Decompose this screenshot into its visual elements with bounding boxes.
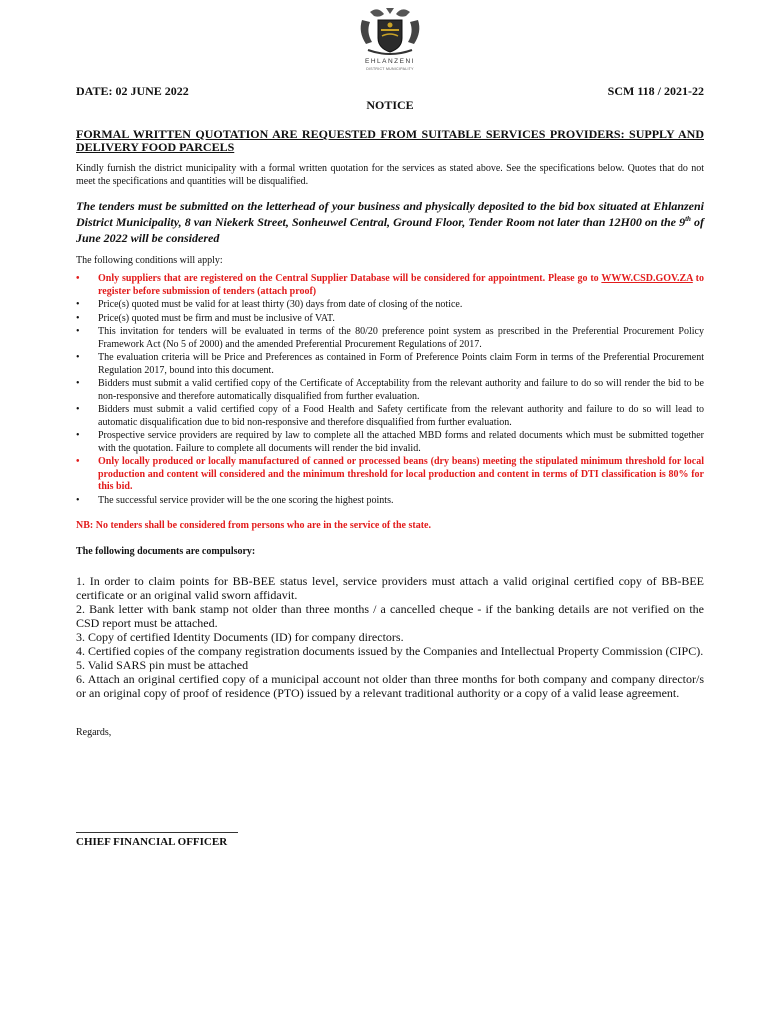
submission-text-end: of June 2022 will be considered: [76, 215, 704, 245]
bullet-icon: •: [76, 326, 80, 337]
condition-text-end: to register before submission of tenders (attach proof): [98, 273, 704, 297]
condition-local-production: [76, 456, 704, 494]
condition-preference-system: [76, 326, 704, 351]
document-item: 1. In order to claim points for BB-BEE status level, service providers must attach a valid original certified copy of BB-BEE certificate or an original valid sworn affidavit.: [76, 574, 704, 602]
document-item: 6. Attach an original certified copy of a municipal account not older than three months for both company and company director/s or an original copy of proof of residence (PTO) issued by a relevant traditional authority or a copy of a valid lease agreement.: [76, 672, 704, 700]
logo-name-text: EHLANZENI: [365, 58, 415, 65]
signature-line: [76, 832, 238, 833]
bullet-icon: •: [76, 430, 80, 441]
bullet-icon: •: [76, 352, 80, 363]
condition-text: Prospective service providers are required by law to complete all the attached MBD forms and related documents which must be submitted together with the quotation. Failure to complete all documents will render the bid invalid.: [98, 430, 704, 454]
bullet-icon: •: [76, 404, 80, 415]
csd-website-link[interactable]: WWW.CSD.GOV.ZA: [601, 273, 693, 284]
submission-instructions: [76, 198, 704, 246]
bullet-icon: •: [76, 299, 80, 310]
bullet-icon: •: [76, 494, 80, 506]
condition-validity: [76, 299, 704, 312]
nb-state-service: NB: No tenders shall be considered from persons who are in the service of the state.: [76, 520, 431, 531]
condition-text: This invitation for tenders will be evaluated in terms of the 80/20 preference point system as prescribed in the Preferential Procurement Policy Framework Act (No 5 of 2000) and the amended Preferential Procurement Regulations of 2017.: [98, 326, 704, 350]
condition-csd-registration: [76, 273, 704, 298]
subject-heading: FORMAL WRITTEN QUOTATION ARE REQUESTED FROM SUITABLE SERVICES PROVIDERS: SUPPLY AND DELIVERY FOOD PARCELS: [76, 127, 704, 154]
condition-certificate-acceptability: [76, 378, 704, 403]
compulsory-documents-list: [76, 574, 704, 700]
notice-title: NOTICE: [366, 98, 414, 112]
condition-text: Only locally produced or locally manufactured of canned or processed beans (dry beans) meeting the stipulated minimum threshold for local production and content will considered and the minimum threshold for local production and content in terms of DTI classification is 80% for this bid.: [98, 456, 704, 492]
bullet-icon: •: [76, 273, 80, 284]
condition-text: Only suppliers that are registered on the Central Supplier Database will be considered for appointment. Please go to: [98, 273, 602, 284]
notice-body: [76, 84, 704, 739]
condition-text: Bidders must submit a valid certified copy of the Certificate of Acceptability from the relevant authority and failure to do so will render the bid to be non-responsive and therefore automatically disqualified from further evaluation.: [98, 378, 704, 402]
conditions-list: [76, 273, 704, 507]
submission-superscript: th: [685, 215, 691, 223]
conditions-intro: The following conditions will apply:: [76, 255, 223, 266]
condition-text: Price(s) quoted must be firm and must be inclusive of VAT.: [98, 312, 335, 324]
notice-date: DATE: 02 JUNE 2022: [76, 84, 189, 98]
condition-text: Bidders must submit a valid certified copy of a Food Health and Safety certificate from the relevant authority and failure to do so will lead to automatic disqualification due to bid non-responsive and therefore disqualified from further evaluation.: [98, 404, 704, 428]
reference-number: SCM 118 / 2021-22: [607, 84, 704, 98]
bullet-icon: •: [76, 378, 80, 389]
municipality-logo: [348, 6, 432, 74]
condition-mbd-forms: [76, 430, 704, 455]
coat-of-arms-icon: [348, 6, 432, 58]
condition-text: The successful service provider will be the one scoring the highest points.: [98, 494, 394, 506]
document-item: 4. Certified copies of the company registration documents issued by the Companies and Intellectual Property Commission (CIPC).: [76, 644, 704, 658]
submission-text: The tenders must be submitted on the letterhead of your business and physically deposited to the bid box situated at Ehlanzeni District Municipality, 8 van Niekerk Street, Sonheuwel Central, Ground Floor, Tender Room not later than 12H00 on the 9: [76, 199, 704, 229]
condition-text: The evaluation criteria will be Price and Preferences as contained in Form of Preference Points claim Form in terms of the Preferential Procurement Regulation 2017, bound into this document.: [98, 352, 704, 376]
header-row: [76, 84, 704, 98]
condition-highest-points: [76, 495, 704, 508]
compulsory-documents-title: The following documents are compulsory:: [76, 546, 256, 557]
condition-evaluation-criteria: [76, 352, 704, 377]
document-item: 5. Valid SARS pin must be attached: [76, 658, 249, 672]
logo-subtitle-text: DISTRICT MUNICIPALITY: [366, 67, 414, 71]
document-item: 3. Copy of certified Identity Documents (ID) for company directors.: [76, 630, 404, 644]
condition-firm-price: [76, 313, 704, 326]
signatory-title: CHIEF FINANCIAL OFFICER: [76, 836, 228, 848]
bullet-icon: •: [76, 312, 80, 324]
condition-text: Price(s) quoted must be valid for at least thirty (30) days from date of closing of the notice.: [98, 299, 463, 310]
regards-text: Regards,: [76, 727, 112, 738]
condition-food-safety-certificate: [76, 404, 704, 429]
document-item: 2. Bank letter with bank stamp not older than three months / a cancelled cheque - if the banking details are not verified on the CSD report must be attached.: [76, 602, 704, 630]
intro-paragraph: Kindly furnish the district municipality with a formal written quotation for the services as stated above. See the specifications below. Quotes that do not meet the specifications and quantities will be disqualified.: [76, 163, 704, 187]
bullet-icon: •: [76, 456, 80, 467]
